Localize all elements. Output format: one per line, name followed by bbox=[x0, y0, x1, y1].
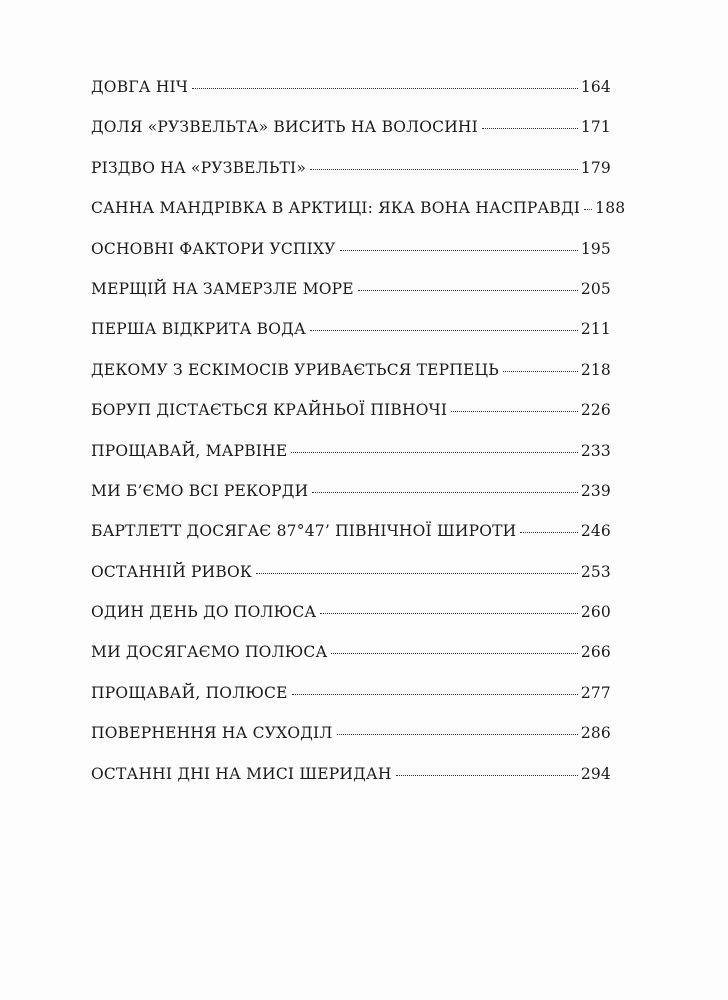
toc-entry bbox=[91, 199, 626, 239]
toc-entry bbox=[91, 482, 611, 522]
toc-entry bbox=[91, 78, 611, 118]
toc-entry-title: РІЗДВО НА «РУЗВЕЛЬТІ» bbox=[91, 158, 307, 177]
toc-entry bbox=[91, 361, 611, 401]
toc-dot-leader bbox=[320, 613, 577, 614]
toc-entry-title: ПРОЩАВАЙ, МАРВІНЕ bbox=[91, 441, 288, 460]
toc-entry bbox=[91, 320, 611, 360]
toc-entry-page: 211 bbox=[580, 320, 611, 339]
toc-entry bbox=[91, 442, 611, 482]
toc-dot-leader bbox=[337, 734, 578, 735]
toc-entry-title: ДОВГА НІЧ bbox=[91, 78, 189, 96]
toc-entry-page: 294 bbox=[580, 764, 611, 783]
toc-entry bbox=[91, 240, 611, 280]
toc-dot-leader bbox=[482, 128, 578, 129]
toc-dot-leader bbox=[291, 452, 577, 453]
toc-entry-title: ПРОЩАВАЙ, ПОЛЮСЕ bbox=[91, 683, 288, 702]
toc-dot-leader bbox=[520, 532, 577, 533]
toc-entry-title: ОДИН ДЕНЬ ДО ПОЛЮСА bbox=[91, 603, 317, 622]
toc-entry-page: 188 bbox=[595, 199, 626, 218]
toc-entry-page: 218 bbox=[580, 360, 611, 379]
toc-entry-page: 239 bbox=[580, 481, 611, 500]
toc-entry-title: САННА МАНДРІВКА В АРКТИЦІ: ЯКА ВОНА НАСПРАВДІ bbox=[91, 199, 581, 218]
toc-dot-leader bbox=[331, 653, 577, 654]
toc-dot-leader bbox=[340, 250, 578, 251]
toc-dot-leader bbox=[584, 209, 592, 210]
toc-entry-page: 246 bbox=[580, 522, 611, 541]
toc-entry-title: ПОВЕРНЕННЯ НА СУХОДІЛ bbox=[91, 724, 333, 743]
toc-entry-page: 233 bbox=[580, 441, 611, 460]
toc-entry-title: БАРТЛЕТТ ДОСЯГАЄ 87°47’ ПІВНІЧНОЇ ШИРОТИ bbox=[91, 522, 517, 541]
toc-entry-title: МЕРЩІЙ НА ЗАМЕРЗЛЕ МОРЕ bbox=[91, 279, 354, 298]
toc-entry bbox=[91, 643, 611, 683]
toc-entry bbox=[91, 724, 611, 764]
toc-entry-title: ДОЛЯ «РУЗВЕЛЬТА» ВИСИТЬ НА ВОЛОСИНІ bbox=[91, 118, 478, 137]
toc-dot-leader bbox=[292, 694, 578, 695]
toc-entry-title: ДЕКОМУ З ЕСКІМОСІВ УРИВАЄТЬСЯ ТЕРПЕЦЬ bbox=[91, 360, 499, 379]
toc-entry bbox=[91, 765, 611, 805]
toc-entry-page: 179 bbox=[580, 158, 611, 177]
toc-dot-leader bbox=[256, 573, 578, 574]
toc-entry-page: 164 bbox=[580, 78, 611, 96]
table-of-contents bbox=[91, 78, 626, 805]
toc-entry bbox=[91, 603, 611, 643]
toc-entry-title: ОСТАННІ ДНІ НА МИСІ ШЕРИДАН bbox=[91, 764, 392, 783]
toc-entry-page: 286 bbox=[580, 724, 611, 743]
toc-dot-leader bbox=[192, 88, 578, 89]
toc-entry-title: ОСНОВНІ ФАКТОРИ УСПІХУ bbox=[91, 239, 336, 258]
toc-entry-page: 226 bbox=[580, 401, 611, 420]
toc-entry bbox=[91, 563, 611, 603]
toc-entry-page: 205 bbox=[580, 279, 611, 298]
toc-entry-page: 266 bbox=[580, 643, 611, 662]
toc-dot-leader bbox=[310, 330, 578, 331]
toc-entry-title: БОРУП ДІСТАЄТЬСЯ КРАЙНЬОЇ ПІВНОЧІ bbox=[91, 401, 448, 420]
toc-entry-page: 277 bbox=[580, 683, 611, 702]
toc-entry-title: ПЕРША ВІДКРИТА ВОДА bbox=[91, 320, 306, 339]
toc-entry bbox=[91, 522, 611, 562]
toc-entry-page: 260 bbox=[580, 603, 611, 622]
toc-entry-page: 195 bbox=[580, 239, 611, 258]
toc-entry-title: ОСТАННІЙ РИВОК bbox=[91, 562, 253, 581]
toc-entry-title: МИ ДОСЯГАЄМО ПОЛЮСА bbox=[91, 643, 328, 662]
toc-entry bbox=[91, 280, 611, 320]
toc-entry bbox=[91, 118, 611, 158]
toc-entry bbox=[91, 401, 611, 441]
toc-entry-page: 253 bbox=[580, 562, 611, 581]
toc-dot-leader bbox=[503, 371, 578, 372]
toc-dot-leader bbox=[310, 169, 578, 170]
toc-entry bbox=[91, 159, 611, 199]
toc-entry-title: МИ Б’ЄМО ВСІ РЕКОРДИ bbox=[91, 481, 309, 500]
toc-dot-leader bbox=[312, 492, 578, 493]
toc-dot-leader bbox=[396, 775, 578, 776]
toc-entry-page: 171 bbox=[580, 118, 611, 137]
toc-dot-leader bbox=[358, 290, 578, 291]
toc-entry bbox=[91, 684, 611, 724]
toc-dot-leader bbox=[451, 411, 578, 412]
